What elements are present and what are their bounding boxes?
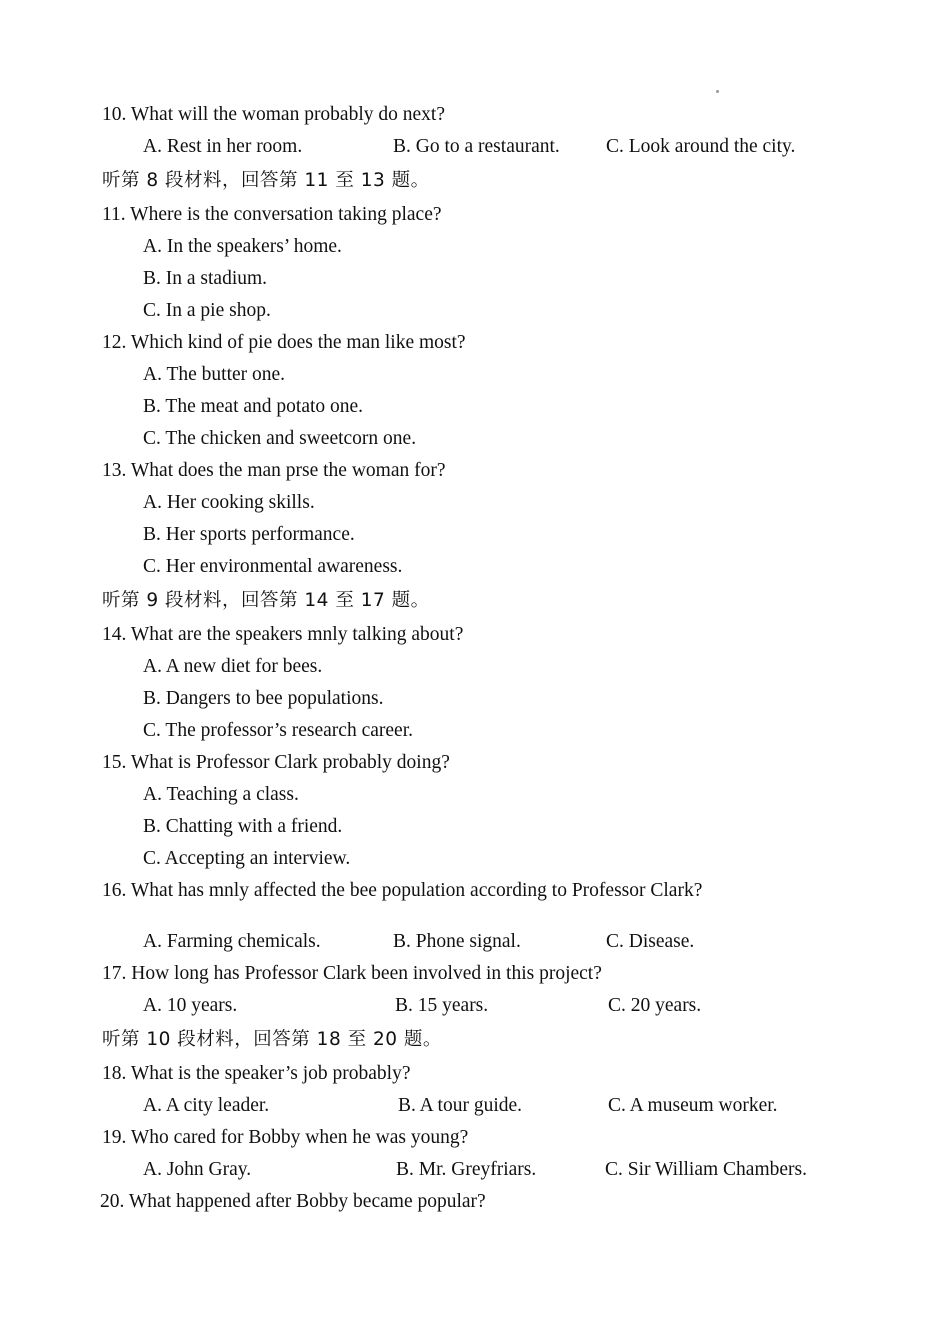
question-12-option-c: C. The chicken and sweetcorn one.	[143, 428, 417, 449]
question-15-option-c: C. Accepting an interview.	[143, 848, 351, 869]
question-14: 14. What are the speakers mnly talking about?	[102, 624, 464, 645]
question-16-option-c: C. Disease.	[606, 931, 695, 952]
question-10: 10. What will the woman probably do next?	[102, 104, 445, 125]
question-16-option-b: B. Phone signal.	[393, 931, 521, 952]
question-18-option-a: A. A city leader.	[143, 1095, 270, 1116]
question-15-option-b: B. Chatting with a friend.	[143, 816, 343, 837]
question-13-option-c: C. Her environmental awareness.	[143, 556, 403, 577]
question-18: 18. What is the speaker’s job probably?	[102, 1063, 411, 1084]
question-20: 20. What happened after Bobby became popular?	[100, 1191, 486, 1212]
question-16-option-a: A. Farming chemicals.	[143, 931, 321, 952]
question-19-option-a: A. John Gray.	[143, 1159, 252, 1180]
question-17-option-b: B. 15 years.	[395, 995, 489, 1016]
question-11: 11. Where is the conversation taking place?	[102, 204, 442, 225]
question-10-option-c: C. Look around the city.	[606, 136, 796, 157]
question-11-option-c: C. In a pie shop.	[143, 300, 271, 321]
question-14-option-a: A. A new diet for bees.	[143, 656, 323, 677]
section-8-instruction: 听第 8 段材料，回答第 11 至 13 题。	[102, 170, 430, 191]
question-10-option-b: B. Go to a restaurant.	[393, 136, 560, 157]
question-11-option-a: A. In the speakers’ home.	[143, 236, 342, 257]
section-9-instruction: 听第 9 段材料，回答第 14 至 17 题。	[102, 590, 430, 611]
question-13-option-b: B. Her sports performance.	[143, 524, 355, 545]
question-15-option-a: A. Teaching a class.	[143, 784, 299, 805]
question-18-option-b: B. A tour guide.	[398, 1095, 523, 1116]
question-17-option-c: C. 20 years.	[608, 995, 702, 1016]
question-11-option-b: B. In a stadium.	[143, 268, 268, 289]
question-17-option-a: A. 10 years.	[143, 995, 238, 1016]
question-13-option-a: A. Her cooking skills.	[143, 492, 315, 513]
question-15: 15. What is Professor Clark probably doing?	[102, 752, 450, 773]
question-19-option-c: C. Sir William Chambers.	[605, 1159, 807, 1180]
question-12-option-b: B. The meat and potato one.	[143, 396, 364, 417]
question-13: 13. What does the man prse the woman for?	[102, 460, 446, 481]
question-12-option-a: A. The butter one.	[143, 364, 286, 385]
question-10-option-a: A. Rest in her room.	[143, 136, 303, 157]
section-10-instruction: 听第 10 段材料，回答第 18 至 20 题。	[102, 1029, 442, 1050]
question-14-option-b: B. Dangers to bee populations.	[143, 688, 384, 709]
question-12: 12. Which kind of pie does the man like most?	[102, 332, 466, 353]
question-16: 16. What has mnly affected the bee population according to Professor Clark?	[102, 880, 703, 901]
question-19-option-b: B. Mr. Greyfriars.	[396, 1159, 537, 1180]
scan-speck	[716, 90, 719, 93]
question-18-option-c: C. A museum worker.	[608, 1095, 778, 1116]
question-19: 19. Who cared for Bobby when he was young?	[102, 1127, 469, 1148]
question-17: 17. How long has Professor Clark been involved in this project?	[102, 963, 602, 984]
question-14-option-c: C. The professor’s research career.	[143, 720, 413, 741]
